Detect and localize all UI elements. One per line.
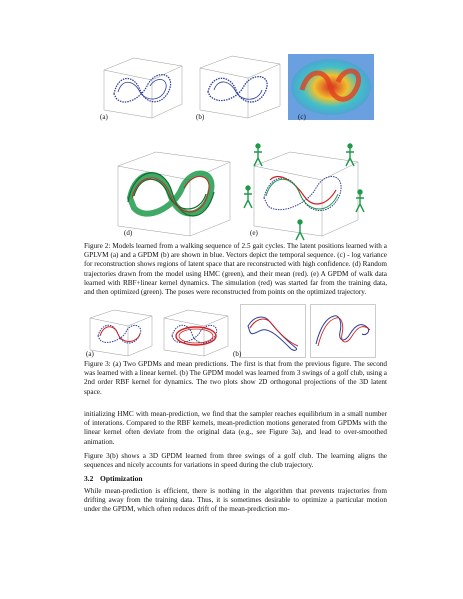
figure3-caption-text: (a) Two GPDMs and mean predictions. The first is that from the previous figure. The second was learned with a linear kernel. (b) The GPDM model was learned from 3 swings of a golf club, using a 2nd order RBF kernel for dynamics. The two plots show 2D orthogonal projections of the 3D latent space. [84, 360, 388, 396]
figure2-caption-title: Figure 2: [84, 242, 111, 250]
figure2-panel-d [110, 146, 236, 242]
variance-heatmap [288, 54, 374, 120]
figure2-label-a: (a) [100, 113, 108, 121]
figure2-caption [84, 242, 387, 297]
figure3-panel-b-right [310, 304, 376, 358]
figure3-panel-a-left [86, 306, 156, 358]
figure3-panel-a-right [160, 306, 232, 358]
figure2-label-e: (e) [250, 229, 258, 237]
body-paragraph-3: While mean-prediction is efficient, there is nothing in the algorithm that prevents trajectories from drifting away from the training data. Thus, it is sometimes desirable to optimize a particular motion under the GPDM, which often reduces drift of the mean-prediction mo- [84, 487, 387, 514]
figure3-panel-b-left [240, 304, 306, 358]
section-title: Optimization [100, 474, 143, 483]
figure2-label-b: (b) [196, 113, 205, 121]
golf-projection-plot-2 [310, 304, 376, 358]
figure3-caption-title: Figure 3: [84, 360, 111, 368]
golf-projection-plot-1 [240, 304, 306, 358]
section-number: 3.2 [84, 474, 94, 483]
figure3-caption [84, 360, 387, 397]
figure2-panel-c [288, 54, 374, 120]
figure2-label-d: (d) [124, 229, 133, 237]
figure3-label-a: (a) [86, 350, 94, 358]
figure2-label-c: (c) [298, 113, 306, 121]
section-heading [84, 474, 143, 483]
figure3-label-b: (b) [233, 350, 242, 358]
gpdm-latent-plot [192, 52, 284, 124]
rbf-linear-simulation-plot [240, 140, 368, 242]
figure2-panel-b [192, 52, 284, 124]
gpdm-mean-prediction-plot [86, 306, 156, 358]
body-paragraph-1: initializing HMC with mean-prediction, we find that the sampler reaches equilibrium in a small number of interations. Compared to the RBF kernels, mean-prediction motions generated from GPDMs with the linear kernel often deviate from the original data (e.g., see Figure 3a), and lead to over-smoothed animation. [84, 410, 387, 446]
linear-kernel-prediction-plot [160, 306, 232, 358]
figure2-panel-e [240, 140, 368, 242]
body-paragraph-2: Figure 3(b) shows a 3D GPDM learned from three swings of a golf club. The learning aligns the sequences and nicely accounts for variations in speed during the club trajectory. [84, 452, 387, 470]
hmc-trajectories-plot [110, 146, 236, 242]
figure2-caption-text: Models learned from a walking sequence of 2.5 gait cycles. The latent positions learned with a GPLVM (a) and a GPDM (b) are shown in blue. Vectors depict the temporal sequence. (c) - log variance for reconstruction shows regions of latent space that are reconstructed with high confidence. (d) Random trajectories drawn from the model using HMC (green), and their mean (red). (e) A GPDM of walk data learned with RBF+linear kernel dynamics. The simulation (red) was started far from the training data, and then optimized (green). The poses were reconstructed from points on the optimized trajectory. [84, 242, 387, 297]
